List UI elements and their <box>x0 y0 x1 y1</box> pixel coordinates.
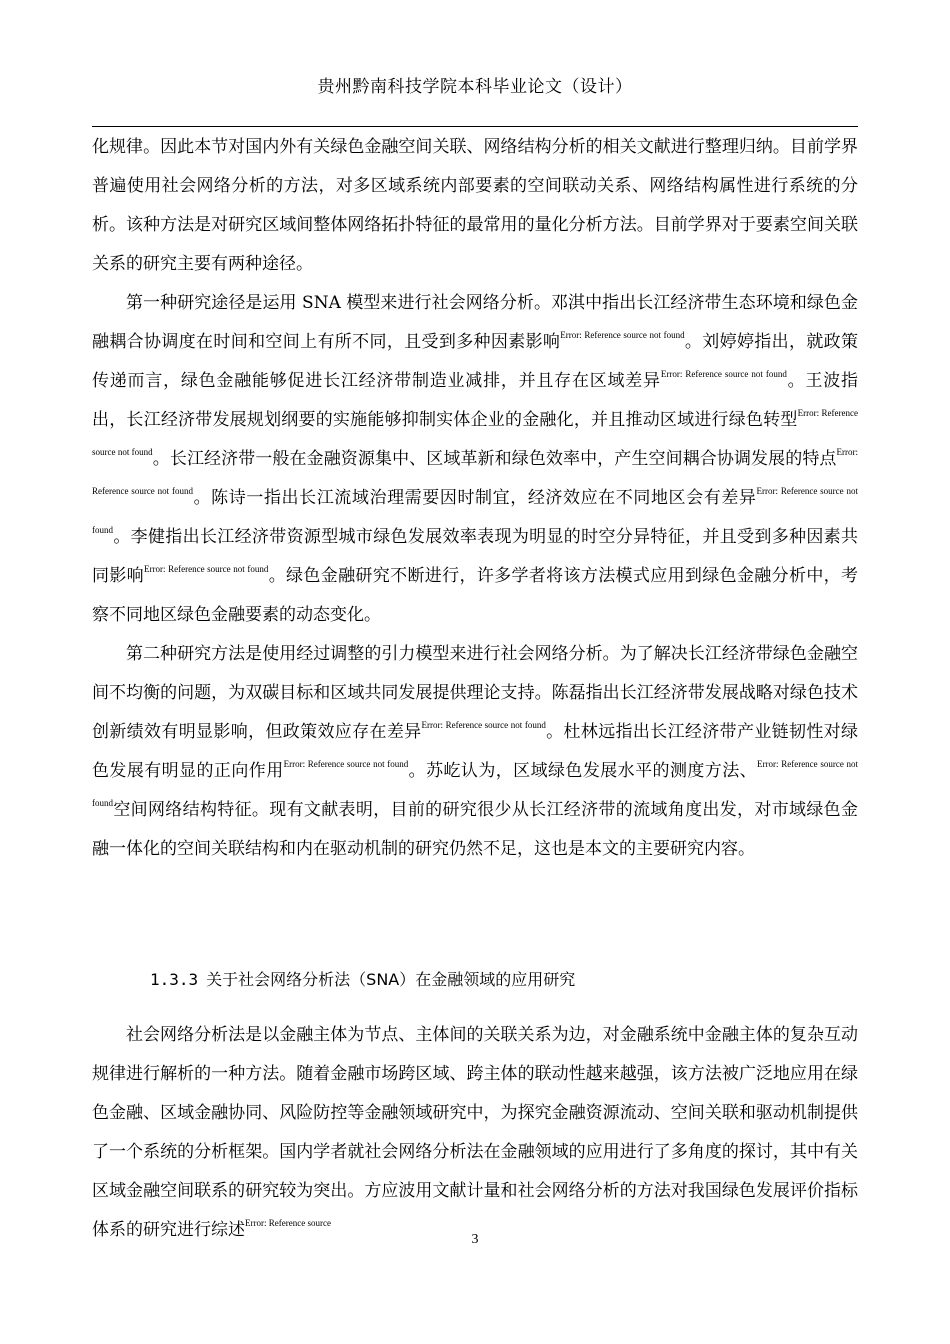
reference-error: Error: Reference source not found <box>92 759 859 808</box>
text-run: 。李健指出长江经济带资源型城市绿色发展效率表现为明显的时空分异特征，并且受到多种因素共同影响 <box>92 527 858 586</box>
reference-error: Error: Reference source not found <box>92 447 858 496</box>
text-run: 。王波指出，长江经济带发展规划纲要的实施能够抑制实体企业的金融化，并且推动区域进行绿色转型 <box>92 371 859 430</box>
text-run: 第一种研究途径是运用 SNA 模型来进行社会网络分析。邓淇中指出长江经济带生态环境和绿色金融耦合协调度在时间和空间上有所不同，且受到多种因素影响 <box>92 293 858 352</box>
text-run: 。刘婷婷指出，就政策传递而言，绿色金融能够促进长江经济带制造业减排，并且存在区域差异 <box>92 332 859 391</box>
reference-error: Error: Reference source not found <box>283 759 409 769</box>
text-run: 。长江经济带一般在金融资源集中、区域革新和绿色效率中，产生空间耦合协调发展的特点 <box>152 449 837 469</box>
reference-error: Error: Reference source not found <box>144 564 269 574</box>
text-run: 。杜林远指出长江经济带产业链韧性对绿色发展有明显的正向作用 <box>92 722 859 781</box>
reference-error: Error: Reference source not found <box>92 486 858 535</box>
text-run: 。陈诗一指出长江流域治理需要因时制宜，经济效应在不同地区会有差异 <box>192 488 757 508</box>
paragraph-sna-finance <box>92 1016 858 1250</box>
page-number: 3 <box>471 1232 479 1247</box>
reference-error: Error: Reference source not found <box>560 330 685 340</box>
section-heading <box>150 967 575 990</box>
paragraph-intro: 化规律。因此本节对国内外有关绿色金融空间关联、网络结构分析的相关文献进行整理归纳。目前学界普遍使用社会网络分析的方法，对多区域系统内部要素的空间联动关系、网络结构属性进行系统的分析。该种方法是对研究区域间整体网络拓扑特征的最常用的量化分析方法。目前学界对于要素空间关联关系的研究主要有两种途径。 <box>92 137 858 274</box>
reference-error: Error: Reference source not found <box>92 408 858 457</box>
text-run: 社会网络分析法是以金融主体为节点、主体间的关联关系为边，对金融系统中金融主体的复杂互动规律进行解析的一种方法。随着金融市场跨区域、跨主体的联动性越来越强，该方法被广泛地应用在绿色金融、区域金融协同、风险防控等金融领域研究中，为探究金融资源流动、空间关联和驱动机制提供了一个系统的分析框架。国内学者就社会网络分析法在金融领域的应用进行了多角度的探讨，其中有关区域金融空间联系的研究较为突出。方应波用文献计量和社会网络分析的方法对我国绿色发展评价指标体系的研究进行综述 <box>92 1025 858 1240</box>
paragraph-second-approach <box>92 635 858 869</box>
paragraph-first-approach <box>92 284 858 635</box>
text-run: 第二种研究方法是使用经过调整的引力模型来进行社会网络分析。为了解决长江经济带绿色金融空间不均衡的问题，为双碳目标和区域共同发展提供理论支持。陈磊指出长江经济带发展战略对绿色技术创新绩效有明显影响，但政策效应存在差异 <box>92 644 858 742</box>
section-text-block <box>92 1016 858 1250</box>
page-header-title: 贵州黔南科技学院本科毕业论文（设计） <box>317 77 633 97</box>
reference-error: Error: Reference source not found <box>421 720 546 730</box>
text-run: 。绿色金融研究不断进行，许多学者将该方法模式应用到绿色金融分析中，考察不同地区绿色金融要素的动态变化。 <box>92 566 859 625</box>
header-divider <box>92 126 858 127</box>
section-title: 关于社会网络分析法（SNA）在金融领域的应用研究 <box>206 970 576 989</box>
reference-error: Error: Reference source <box>245 1218 331 1228</box>
section-number: 1.3.3 <box>150 970 199 989</box>
main-text-block <box>92 128 858 869</box>
text-run: 。苏屹认为，区域绿色发展水平的测度方法、 <box>408 761 758 781</box>
text-run: 空间网络结构特征。现有文献表明，目前的研究很少从长江经济带的流域角度出发，对市域绿色金融一体化的空间关联结构和内在驱动机制的研究仍然不足，这也是本文的主要研究内容。 <box>92 800 858 859</box>
reference-error: Error: Reference source not found <box>660 369 787 379</box>
